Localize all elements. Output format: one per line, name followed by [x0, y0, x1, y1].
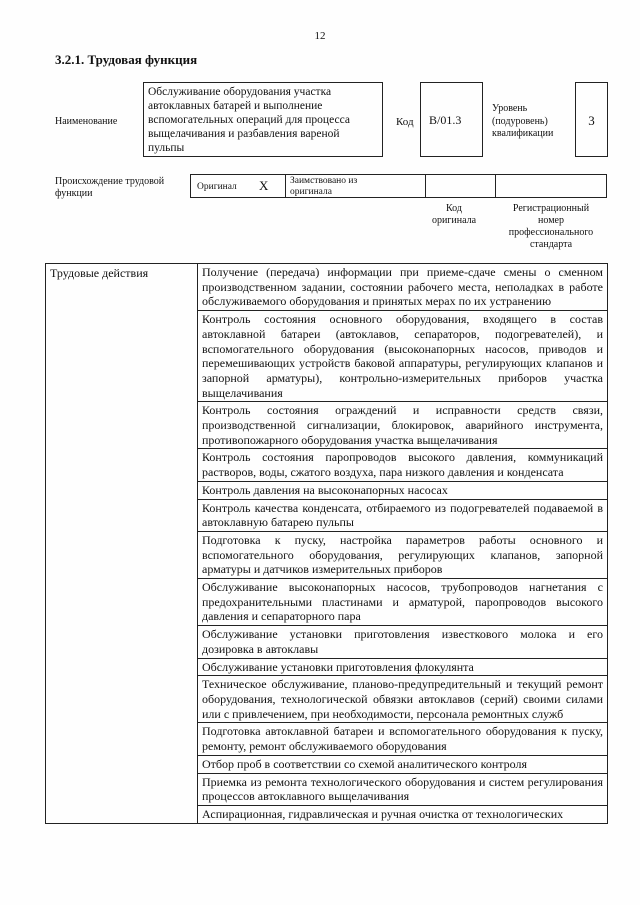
labor-action-item: Контроль состояния ограждений и исправности средств связи, производственной сигнализации, блокировок, аварийного инструмента, противопожарного оборудования участка выщелачивания — [198, 402, 607, 449]
labor-action-item: Аспирационная, гидравлическая и ручная очистка от технологических — [202, 806, 564, 821]
labor-action-item: Подготовка к пуску, настройка параметров работы основного и вспомогательного оборудования, регулирующих клапанов, запорной арматуры и датчиков измерительных приборов — [198, 532, 607, 579]
labor-action-item: Обслуживание установки приготовления известкового молока и его дозировка в автоклавы — [198, 626, 607, 658]
labor-action-item: Контроль состояния паропроводов высокого давления, коммуникаций растворов, воды, сжатого воздуха, пара низкого давления и конденсата — [198, 449, 607, 481]
function-name-value: Обслуживание оборудования участка автоклавных батарей и выполнение вспомогательных операций для процесса выщелачивания и разбавления вареной пульпы — [143, 82, 383, 157]
labor-action-item: Приемка из ремонта технологического оборудования и систем регулирования процессов автоклавного выщелачивания — [198, 774, 607, 806]
original-mark: X — [259, 178, 269, 193]
labor-action-item: Подготовка автоклавной батареи и вспомогательного оборудования к пуску, ремонту, ремонт обслуживаемого оборудования — [198, 723, 607, 755]
labor-actions-table — [45, 263, 608, 824]
original-code-caption: Код оригинала — [431, 203, 477, 226]
labor-action-item: Техническое обслуживание, планово-предупредительный и текущий ремонт оборудования, технологической обвязки автоклавов (серий) своими силами или с привлечением, при необходимости, персонала ремонтных служб — [198, 676, 607, 723]
labor-action-item: Контроль качества конденсата, отбираемого из подогревателей подаваемой в автоклавную батарею пульпы — [198, 500, 607, 532]
origin-original-cell — [191, 175, 286, 197]
labor-actions-list — [198, 264, 608, 824]
reg-number-caption: Регистрационный номер профессионального стандарта — [508, 203, 594, 250]
labor-action-item: Обслуживание установки приготовления флокулянта — [198, 659, 607, 677]
origin-label: Происхождение трудовой функции — [55, 176, 165, 199]
labor-actions-header: Трудовые действия — [46, 264, 198, 824]
labor-action-item: Контроль состояния основного оборудования, входящего в состав автоклавной батареи (автоклавов, сепараторов, подогревателей), и вспомогательного оборудования (высоконапорных насосов, приводов и перемешивающих устройств баковой аппаратуры, регулирующих клапанов и запорной арматуры), контрольно-измерительных приборов участка выщелачивания — [198, 311, 607, 402]
origin-table — [190, 174, 607, 198]
labor-action-item: Получение (передача) информации при приеме-сдаче смены о сменном производственном задании, состоянии рабочего места, неполадках в работе обслуживаемого оборудования и принятых мерах по их устранению — [198, 264, 607, 311]
code-value: B/01.3 — [420, 82, 483, 157]
labor-action-item: Отбор проб в соответствии со схемой аналитического контроля — [198, 756, 607, 774]
code-label: Код — [396, 116, 414, 128]
origin-reg-cell — [496, 175, 606, 197]
labor-action-item: Обслуживание высоконапорных насосов, трубопроводов нагнетания с предохранительными пластинами и арматурой, паропроводов высокого давления и сепараторного пара — [198, 579, 607, 626]
origin-borrowed-cell — [286, 175, 426, 197]
page-number: 12 — [314, 30, 326, 42]
section-title: 3.2.1. Трудовая функция — [55, 52, 198, 67]
original-label: Оригинал — [197, 182, 237, 192]
labor-action-item: Контроль давления на высоконапорных насосах — [198, 482, 607, 500]
qualification-label: Уровень (подуровень) квалификации — [492, 103, 554, 139]
qualification-value: 3 — [575, 82, 608, 157]
borrowed-label: Заимствовано из оригинала — [290, 176, 358, 197]
origin-code-cell — [426, 175, 496, 197]
function-name-label: Наименование — [55, 116, 118, 127]
